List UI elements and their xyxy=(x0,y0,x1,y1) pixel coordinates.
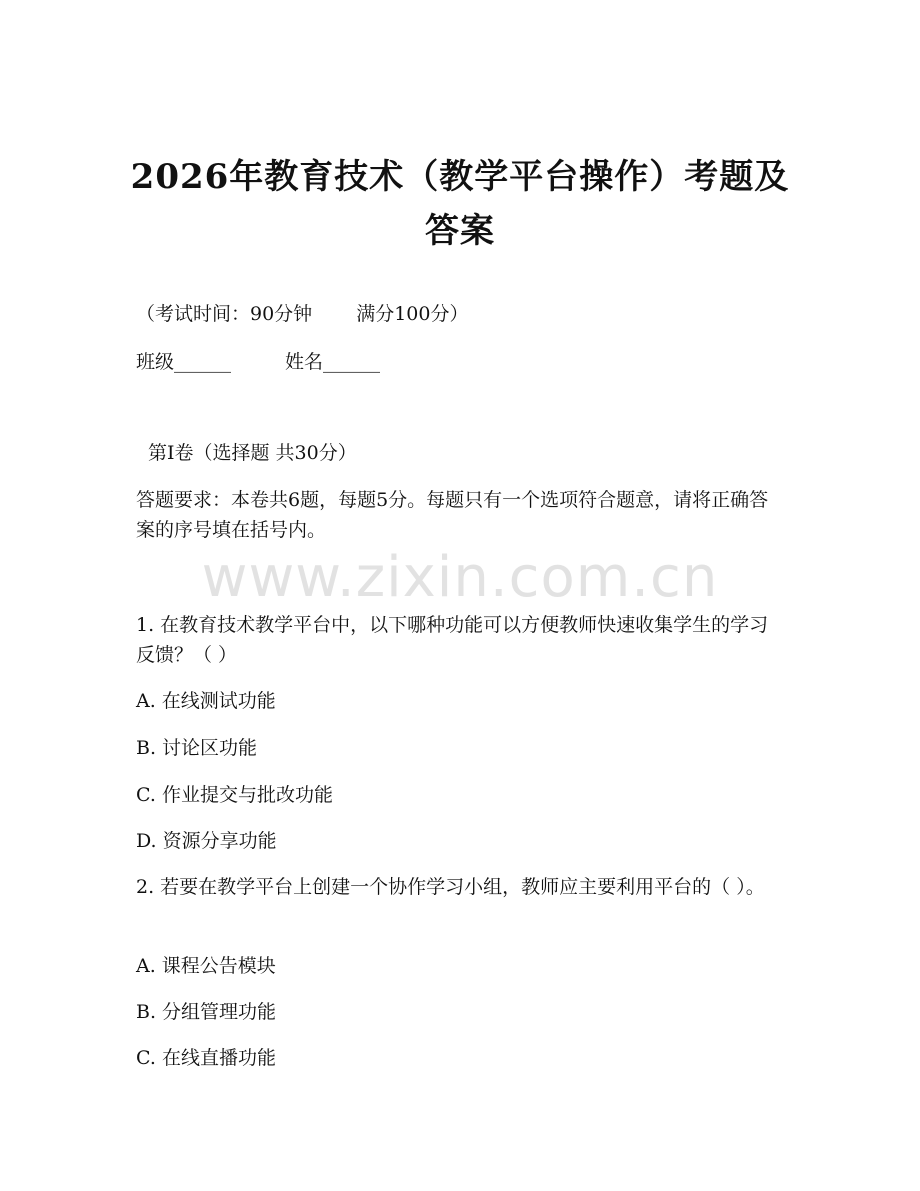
question-1-option-c: C. 作业提交与批改功能 xyxy=(136,784,333,806)
question-1-option-b: B. 讨论区功能 xyxy=(136,737,258,759)
document-title: 2026年教育技术（教学平台操作）考题及答案 xyxy=(130,157,790,251)
exam-time: （考试时间：90分钟 xyxy=(136,303,313,325)
question-2-text: 2. 若要在教学平台上创建一个协作学习小组，教师应主要利用平台的（ ）。 xyxy=(136,876,765,898)
question-1-option-d: D. 资源分享功能 xyxy=(136,830,277,852)
question-1-option-a: A. 在线测试功能 xyxy=(136,690,276,712)
exam-score: 满分100分） xyxy=(356,303,469,325)
section-heading: 第I卷（选择题 共30分） xyxy=(148,442,357,464)
section-instructions: 答题要求：本卷共6题，每题5分。每题只有一个选项符合题意，请将正确答案的序号填在括号内。 xyxy=(136,489,769,541)
name-field-label: 姓名______ xyxy=(285,351,381,373)
watermark: www.zixin.com.cn xyxy=(201,545,719,610)
question-1-text: 1. 在教育技术教学平台中，以下哪种功能可以方便教师快速收集学生的学习反馈？（ ） xyxy=(136,614,769,666)
exam-info xyxy=(136,302,468,326)
student-fields xyxy=(136,350,380,374)
question-2-option-b: B. 分组管理功能 xyxy=(136,1001,277,1023)
question-2-option-a: A. 课程公告模块 xyxy=(136,955,276,977)
question-2-option-c: C. 在线直播功能 xyxy=(136,1047,276,1069)
class-field-label: 班级______ xyxy=(136,351,232,373)
